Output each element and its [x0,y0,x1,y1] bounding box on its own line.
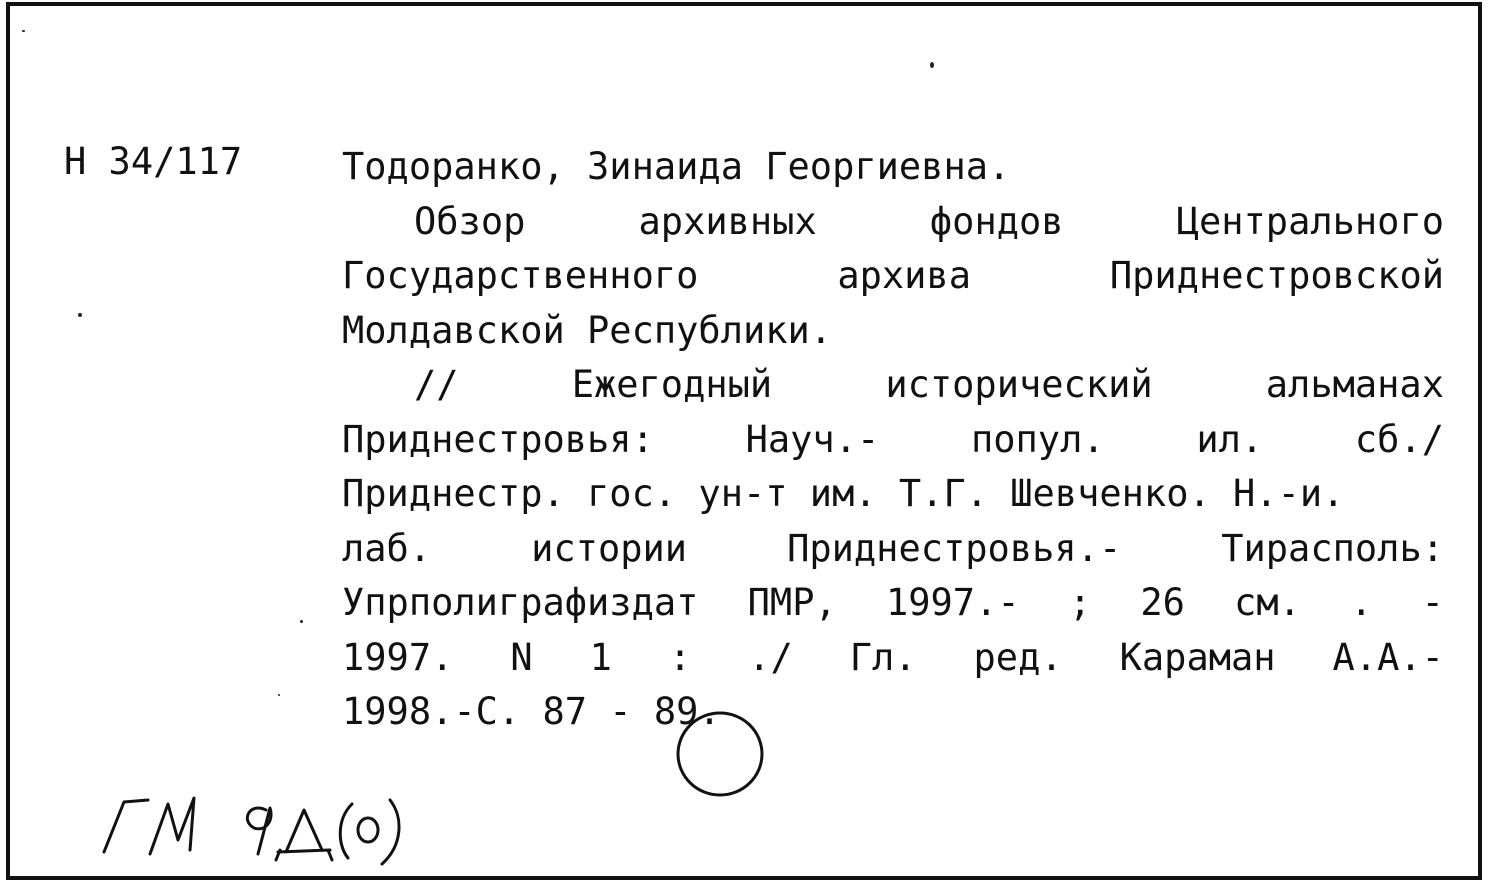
word: Приднестровья.- [787,526,1122,570]
word: 1997. [342,635,454,679]
word: Упрполиграфиздат [342,581,699,624]
source-line [342,467,1444,522]
circle-stamp-mark [676,710,764,798]
shelf-mark: Н 34/117 [64,140,243,183]
word: Молдавской Республики. [342,308,833,352]
word: Гл. [849,635,917,679]
bibliographic-entry [342,140,1444,740]
word: сб./ [1354,417,1444,461]
title-line [342,304,1444,359]
word: - [1421,581,1444,624]
word: Тирасполь: [1221,526,1444,570]
word: Обзор [414,199,526,243]
word: архивных [638,199,817,243]
word: N [510,635,533,679]
word: ПМР, [747,581,837,624]
word: 1997.- [885,581,1020,624]
scan-speck [930,62,934,68]
scan-speck [300,620,303,623]
word: ./ [748,635,793,679]
word: истории [531,526,688,570]
source-line [342,522,1444,577]
word: архива [837,254,971,297]
word: Караман [1119,635,1276,679]
word: Науч.- [745,417,880,461]
word: 1998.-С. 87 - 89. [342,690,721,733]
word: попул. [970,417,1105,461]
source-line [342,413,1444,468]
word: 26 [1140,581,1185,624]
word: см. [1234,581,1301,624]
author-line: Тодоранко, Зинаида Георгиевна. [342,145,1011,188]
word: Приднестровья: [342,417,654,461]
scan-speck [78,313,82,317]
scan-speck [278,694,280,696]
word: Государственного [342,254,699,297]
word: Центрального [1176,199,1444,243]
word: : [668,635,692,679]
source-line [342,685,1444,740]
word: ил. [1196,417,1264,461]
word: ред. [973,635,1063,679]
word: Приднестровской [1109,254,1444,297]
word: Приднестр. гос. ун-т им. Т.Г. Шевченко. Н.-и. [342,472,1345,515]
title-line [342,195,1444,250]
source-line [342,631,1444,686]
source-line [342,358,1444,413]
word: ; [1068,581,1092,624]
scan-speck [22,30,25,32]
word: 1 [589,635,612,679]
word: А.А.- [1332,635,1444,679]
word: . [1350,581,1373,624]
source-line [342,576,1444,631]
word: лаб. [342,526,432,570]
word: альманах [1265,363,1444,406]
title-line [342,249,1444,304]
word: фондов [929,199,1064,243]
word: исторический [885,363,1153,406]
handwritten-note [90,780,450,870]
word: // [414,363,459,406]
word: Ежегодный [571,363,773,406]
